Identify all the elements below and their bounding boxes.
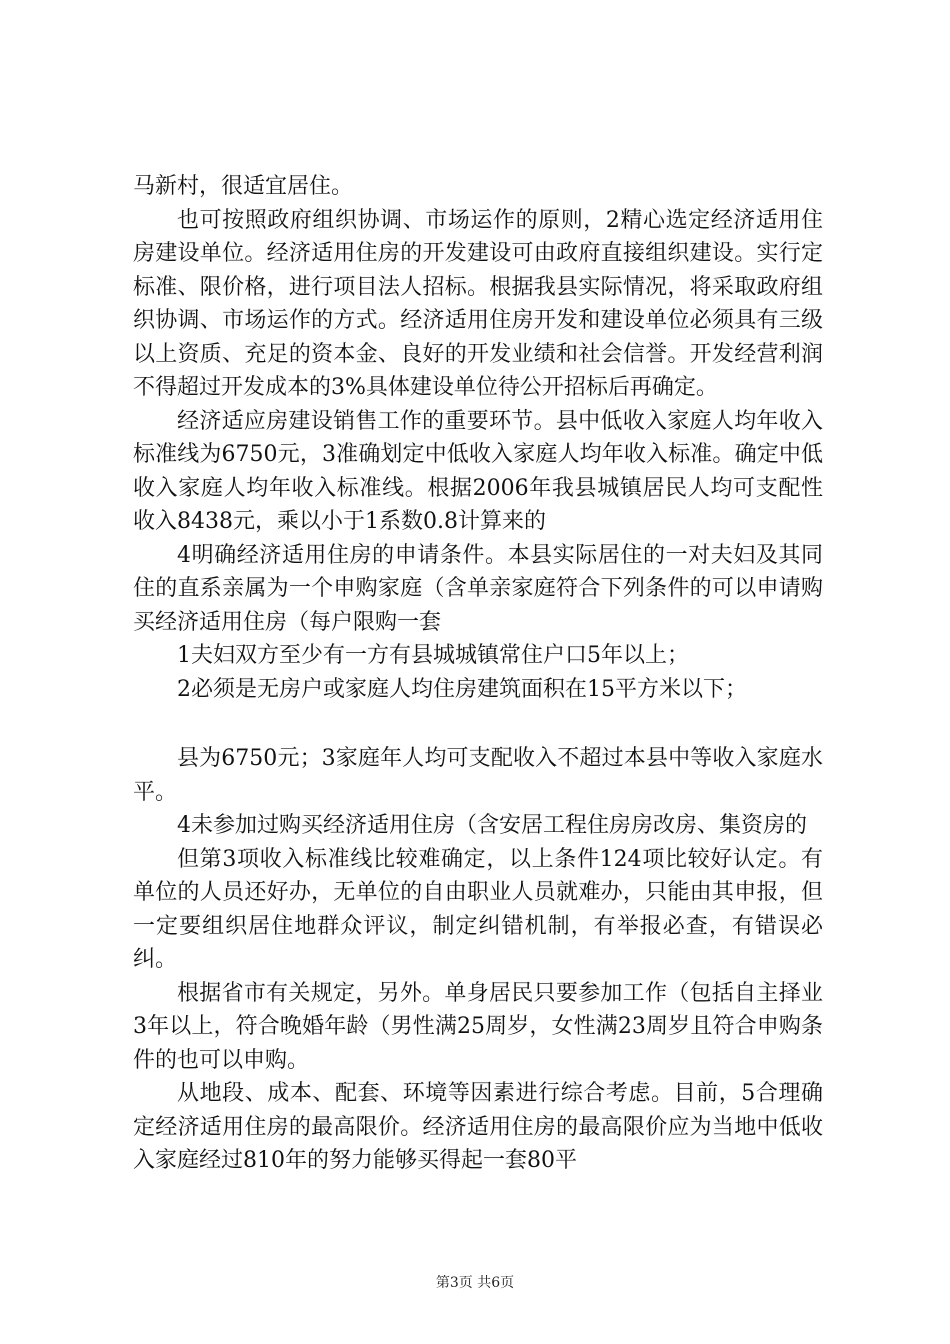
paragraph: 但第3项收入标准线比较难确定，以上条件124项比较好认定。有单位的人员还好办，无单位的自由职业人员就难办，只能由其申报，但一定要组织居住地群众评议，制定纠错机制，有举报必查，有错误必纠。 [133,846,823,972]
paragraph: 根据省市有关规定，另外。单身居民只要参加工作（包括自主择业3年以上，符合晚婚年龄（男性满25周岁，女性满23周岁且符合申购条件的也可以申购。 [133,980,823,1073]
paragraph: 马新村，很适宜居住。 [133,174,354,199]
paragraph: 4明确经济适用住房的申请条件。本县实际居住的一对夫妇及其同住的直系亲属为一个申购家庭（含单亲家庭符合下列条件的可以申请购买经济适用住房（每户限购一套 [133,542,823,635]
paragraph: 也可按照政府组织协调、市场运作的原则，2精心选定经济适用住房建设单位。经济适用住房的开发建设可由政府直接组织建设。实行定标准、限价格，进行项目法人招标。根据我县实际情况，将采取政府组织协调、市场运作的方式。经济适用住房开发和建设单位必须具有三级以上资质、充足的资本金、良好的开发业绩和社会信誉。开发经营利润不得超过开发成本的3%具体建设单位待公开招标后再确定。 [133,207,823,400]
paragraph: 2必须是无房户或家庭人均住房建筑面积在15平方米以下； [177,676,747,702]
paragraph: 4未参加过购买经济适用住房（含安居工程住房房改房、集资房的 [177,813,807,838]
paragraph: 县为6750元；3家庭年人均可支配收入不超过本县中等收入家庭水平。 [133,746,823,805]
page-footer: 第3页 共6页 [435,1275,515,1291]
paragraph: 经济适应房建设销售工作的重要环节。县中低收入家庭人均年收入标准线为6750元，3准确划定中低收入家庭人均年收入标准。确定中低收入家庭人均年收入标准线。根据2006年我县城镇居民人均可支配性收入8438元，乘以小于1系数0.8计算来的 [133,408,823,534]
body-text [133,170,823,1178]
paragraph: 1夫妇双方至少有一方有县城城镇常住户口5年以上； [177,643,689,668]
paragraph: 从地段、成本、配套、环境等因素进行综合考虑。目前，5合理确定经济适用住房的最高限价。经济适用住房的最高限价应为当地中低收入家庭经过810年的努力能够买得起一套80平 [133,1081,823,1173]
